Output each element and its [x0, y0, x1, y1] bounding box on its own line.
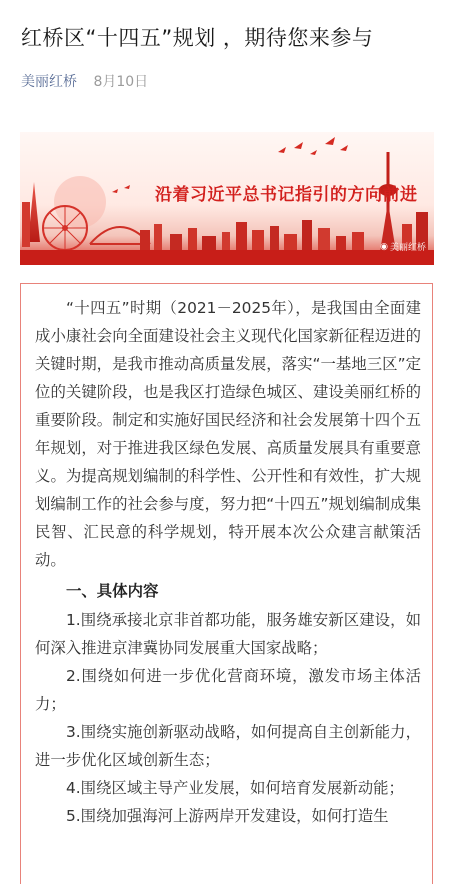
- list-item: 1.围绕承接北京非首都功能，服务雄安新区建设，如何深入推进京津冀协同发展重大国家战略；: [35, 611, 421, 657]
- publish-date: 8月10日: [93, 74, 149, 90]
- watermark-label: 美丽红桥: [389, 243, 426, 253]
- article-title: 红桥区“十四五”规划 ，期待您来参与: [21, 26, 374, 50]
- list-item: 5.围绕加强海河上游两岸开发建设，如何打造生: [66, 807, 389, 825]
- banner-slogan: 沿着习近平总书记指引的方向前进: [155, 185, 418, 205]
- intro-paragraph: “十四五”时期（2021－2025年），是我国由全面建成小康社会向全面建设社会主义现代化国家新征程迈进的关键时期，是我市推动高质量发展，落实“一基地三区”定位的关键阶段，也是我区打造绿色城区、建设美丽红桥的重要阶段。制定和实施好国民经济和社会发展第十四个五年规划，对于推进我区绿色发展、高质量发展具有重要意义。为提高规划编制的科学性、公开性和有效性，扩大规划编制工作的社会参与度，努力把“十四五”规划编制成集民智、汇民意的科学规划，特开展本次公众建言献策活动。: [35, 299, 421, 569]
- account-name-link[interactable]: 美丽红桥: [21, 74, 77, 90]
- banner-image: [20, 132, 434, 265]
- list-item: 3.围绕实施创新驱动战略，如何提高自主创新能力，进一步优化区域创新生态；: [35, 723, 421, 769]
- article-meta: [21, 72, 148, 92]
- article-content-box: [20, 283, 433, 884]
- list-item: 4.围绕区域主导产业发展，如何培育发展新动能；: [66, 779, 404, 797]
- list-item: 2.围绕如何进一步优化营商环境，激发市场主体活力；: [35, 667, 421, 713]
- content-item-list: [35, 606, 421, 830]
- section-heading: 一、具体内容: [66, 582, 159, 600]
- banner-watermark: [380, 240, 426, 253]
- wechat-icon: ◉: [380, 241, 388, 252]
